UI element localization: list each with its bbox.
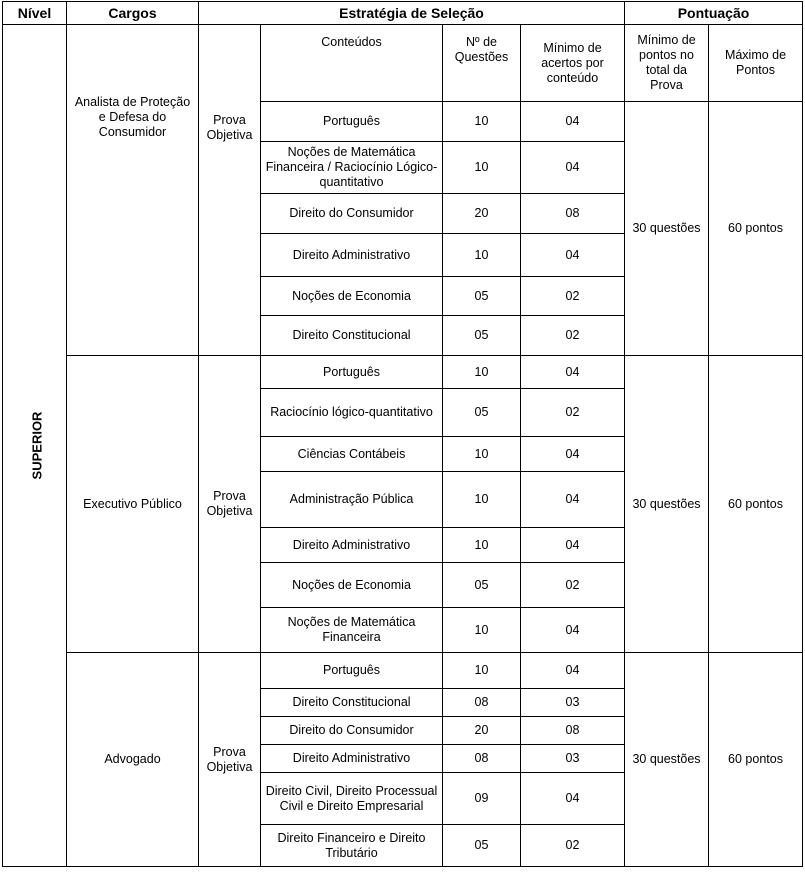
minimo-cell: 03 bbox=[521, 689, 625, 717]
minimo-cell: 04 bbox=[521, 773, 625, 825]
questoes-cell: 10 bbox=[443, 102, 521, 142]
questoes-cell: 08 bbox=[443, 689, 521, 717]
minimo-cell: 04 bbox=[521, 608, 625, 653]
minimo-cell: 04 bbox=[521, 102, 625, 142]
questoes-cell: 08 bbox=[443, 745, 521, 773]
conteudo-cell: Direito do Consumidor bbox=[261, 717, 443, 745]
subheader-row bbox=[3, 25, 803, 102]
minimo-cell: 04 bbox=[521, 142, 625, 194]
conteudo-cell: Direito do Consumidor bbox=[261, 194, 443, 234]
questoes-cell: 10 bbox=[443, 234, 521, 277]
conteudo-cell: Direito Civil, Direito Processual Civil e Direito Empresarial bbox=[261, 773, 443, 825]
minimo-cell: 04 bbox=[521, 472, 625, 528]
conteudo-cell: Português bbox=[261, 653, 443, 689]
conteudo-cell: Direito Constitucional bbox=[261, 316, 443, 356]
header-cargos: Cargos bbox=[67, 2, 199, 25]
conteudo-cell: Direito Administrativo bbox=[261, 528, 443, 563]
minimo-cell: 08 bbox=[521, 194, 625, 234]
table-row bbox=[3, 653, 803, 689]
header-n-questoes: Nº de Questões bbox=[443, 25, 521, 102]
minimo-cell: 02 bbox=[521, 389, 625, 437]
conteudo-cell: Noções de Matemática Financeira / Raciocínio Lógico- quantitativo bbox=[261, 142, 443, 194]
conteudo-cell: Português bbox=[261, 356, 443, 389]
selection-criteria-table bbox=[2, 1, 803, 867]
minimo-cell: 03 bbox=[521, 745, 625, 773]
minimo-cell: 02 bbox=[521, 563, 625, 608]
questoes-cell: 10 bbox=[443, 608, 521, 653]
cargo-cell: Executivo Público bbox=[67, 356, 199, 653]
minimo-cell: 04 bbox=[521, 356, 625, 389]
min-total-cell: 30 questões bbox=[625, 356, 709, 653]
header-row bbox=[3, 2, 803, 25]
questoes-cell: 05 bbox=[443, 277, 521, 316]
questoes-cell: 05 bbox=[443, 316, 521, 356]
header-nivel: Nível bbox=[3, 2, 67, 25]
minimo-cell: 02 bbox=[521, 277, 625, 316]
conteudo-cell: Noções de Economia bbox=[261, 563, 443, 608]
nivel-cell bbox=[3, 25, 67, 867]
questoes-cell: 10 bbox=[443, 437, 521, 472]
conteudo-cell: Ciências Contábeis bbox=[261, 437, 443, 472]
min-total-cell: 30 questões bbox=[625, 653, 709, 867]
minimo-cell: 02 bbox=[521, 316, 625, 356]
questoes-cell: 20 bbox=[443, 194, 521, 234]
conteudo-cell: Administração Pública bbox=[261, 472, 443, 528]
conteudo-cell: Raciocínio lógico-quantitativo bbox=[261, 389, 443, 437]
header-minimo-total: Mínimo de pontos no total da Prova bbox=[625, 25, 709, 102]
cargo-cell: Analista de Proteção e Defesa do Consumidor bbox=[67, 25, 199, 356]
questoes-cell: 10 bbox=[443, 472, 521, 528]
header-estrategia: Estratégia de Seleção bbox=[199, 2, 625, 25]
tipo-cell: Prova Objetiva bbox=[199, 25, 261, 356]
questoes-cell: 20 bbox=[443, 717, 521, 745]
table-body bbox=[3, 25, 803, 867]
minimo-cell: 08 bbox=[521, 717, 625, 745]
conteudo-cell: Português bbox=[261, 102, 443, 142]
conteudo-cell: Noções de Matemática Financeira bbox=[261, 608, 443, 653]
conteudo-cell: Direito Financeiro e Direito Tributário bbox=[261, 825, 443, 867]
header-maximo: Máximo de Pontos bbox=[709, 25, 803, 102]
minimo-cell: 04 bbox=[521, 234, 625, 277]
maximo-cell: 60 pontos bbox=[709, 653, 803, 867]
table-row bbox=[3, 356, 803, 389]
questoes-cell: 10 bbox=[443, 142, 521, 194]
questoes-cell: 05 bbox=[443, 389, 521, 437]
conteudo-cell: Direito Administrativo bbox=[261, 234, 443, 277]
nivel-label: SUPERIOR bbox=[29, 411, 45, 479]
tipo-cell: Prova Objetiva bbox=[199, 653, 261, 867]
questoes-cell: 10 bbox=[443, 653, 521, 689]
header-pontuacao: Pontuação bbox=[625, 2, 803, 25]
header-conteudos: Conteúdos bbox=[261, 25, 443, 102]
conteudo-cell: Direito Constitucional bbox=[261, 689, 443, 717]
questoes-cell: 05 bbox=[443, 563, 521, 608]
min-total-cell: 30 questões bbox=[625, 102, 709, 356]
minimo-cell: 04 bbox=[521, 528, 625, 563]
conteudo-cell: Noções de Economia bbox=[261, 277, 443, 316]
maximo-cell: 60 pontos bbox=[709, 102, 803, 356]
minimo-cell: 02 bbox=[521, 825, 625, 867]
maximo-cell: 60 pontos bbox=[709, 356, 803, 653]
tipo-cell: Prova Objetiva bbox=[199, 356, 261, 653]
minimo-cell: 04 bbox=[521, 437, 625, 472]
cargo-cell: Advogado bbox=[67, 653, 199, 867]
conteudo-cell: Direito Administrativo bbox=[261, 745, 443, 773]
questoes-cell: 10 bbox=[443, 528, 521, 563]
minimo-cell: 04 bbox=[521, 653, 625, 689]
questoes-cell: 05 bbox=[443, 825, 521, 867]
questoes-cell: 09 bbox=[443, 773, 521, 825]
questoes-cell: 10 bbox=[443, 356, 521, 389]
header-minimo-acertos: Mínimo de acertos por conteúdo bbox=[521, 25, 625, 102]
